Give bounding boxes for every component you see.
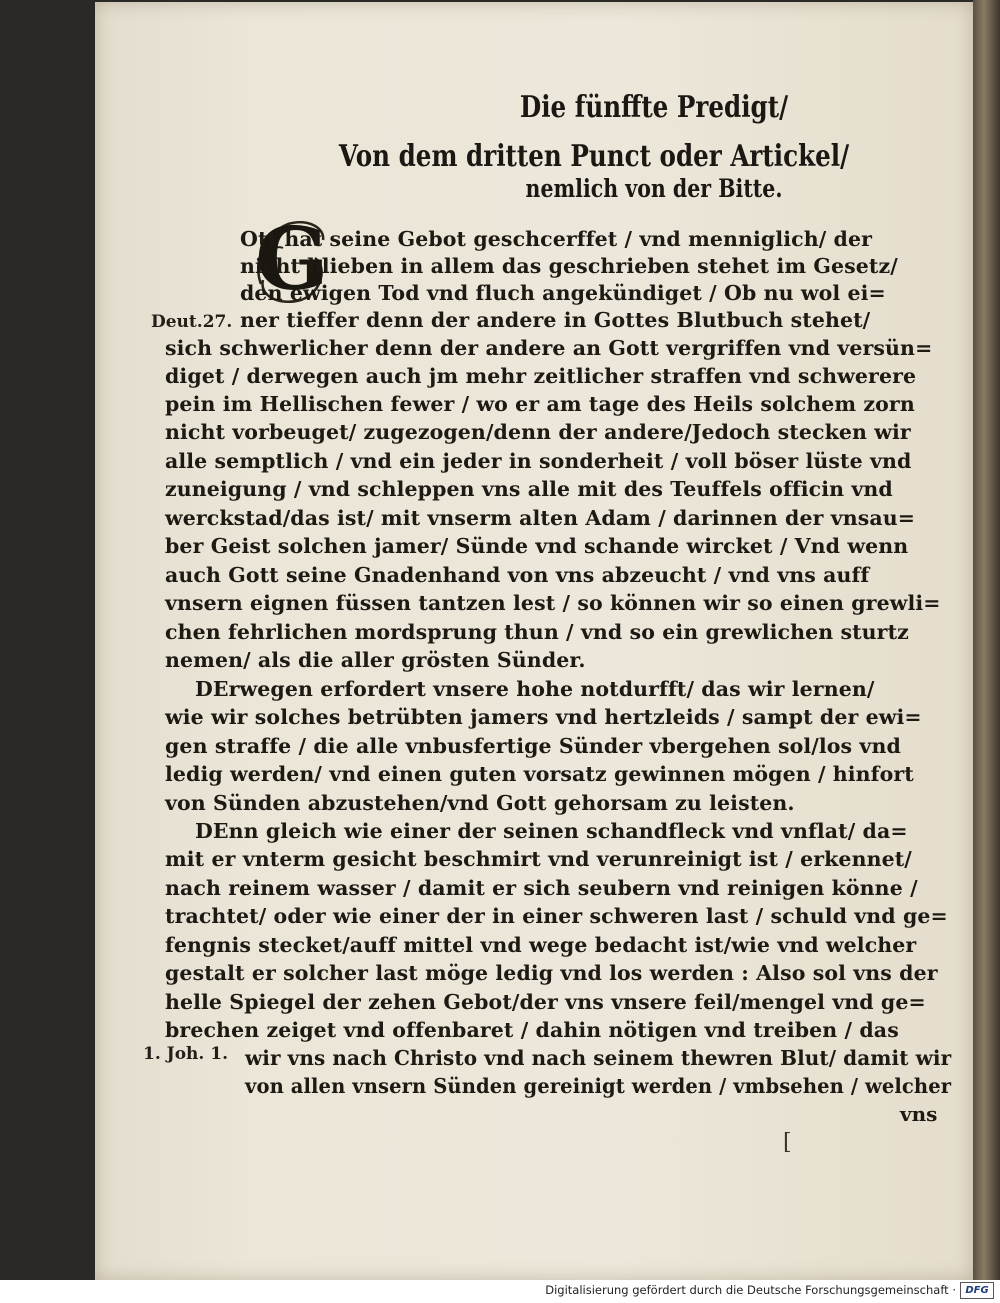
catchword: vns	[900, 1102, 938, 1126]
text-line: DErwegen erfordert vnsere hohe notdurfft/ das wir lernen/	[195, 677, 875, 701]
text-line: nicht vorbeuget/ zugezogen/denn der andere/Jedoch stecken wir	[165, 420, 911, 444]
text-line: helle Spiegel der zehen Gebot/der vns vnsere feil/mengel vnd ge=	[165, 990, 926, 1014]
text-line: Ott hat seine Gebot geschcerffet / vnd menniglich/ der	[240, 227, 873, 251]
text-line: nach reinem wasser / damit er sich seubern vnd reinigen könne /	[165, 876, 918, 900]
text-line: alle semptlich / vnd ein jeder in sonderheit / voll böser lüste vnd	[165, 449, 912, 473]
text-line: gestalt er solcher last möge ledig vnd los werden : Also sol vns der	[165, 961, 938, 985]
text-line: von allen vnsern Sünden gereinigt werden / vmbsehen / welcher	[245, 1074, 952, 1098]
text-line: ber Geist solchen jamer/ Sünde vnd schande wircket / Vnd wenn	[165, 534, 909, 558]
text-line: vnsern eignen füssen tantzen lest / so können wir so einen grewli=	[165, 591, 941, 615]
text-line: den ewigen Tod vnd fluch angekündiget / Ob nu wol ei=	[240, 281, 886, 305]
sermon-subtitle-line2: nemlich von der Bitte.	[525, 174, 783, 203]
sermon-subtitle: Von dem dritten Punct oder Artickel/	[338, 139, 850, 174]
text-line: DEnn gleich wie einer der seinen schandfleck vnd vnflat/ da=	[195, 819, 908, 843]
text-line: ner tieffer denn der andere in Gottes Blutbuch stehet/	[240, 308, 871, 332]
footer-bar	[0, 1280, 1000, 1303]
text-line: sich schwerlicher denn der andere an Gott vergriffen vnd versün=	[165, 336, 933, 360]
text-line: fengnis stecket/auff mittel vnd wege bedacht ist/wie vnd welcher	[165, 933, 917, 957]
text-line: ledig werden/ vnd einen guten vorsatz gewinnen mögen / hinfort	[165, 762, 914, 786]
text-line: nemen/ als die aller grösten Sünder.	[165, 648, 586, 672]
text-line: von Sünden abzustehen/vnd Gott gehorsam zu leisten.	[165, 791, 795, 815]
text-line: chen fehrlichen mordsprung thun / vnd so ein grewlichen sturtz	[165, 620, 909, 644]
margin-note-joh: 1. Joh. 1.	[143, 1044, 228, 1064]
margin-note-deut: Deut.27.	[151, 312, 233, 332]
drop-cap-letter: G	[255, 209, 329, 310]
text-line: gen straffe / die alle vnbusfertige Sünder vbergehen sol/los vnd	[165, 734, 901, 758]
text-line: wir vns nach Christo vnd nach seinem thewren Blut/ damit wir	[245, 1046, 952, 1070]
book-page	[95, 2, 973, 1280]
text-line: diget / derwegen auch jm mehr zeitlicher straffen vnd schwerere	[165, 364, 917, 388]
text-line: werckstad/das ist/ mit vnserm alten Adam / darinnen der vnsau=	[165, 506, 916, 530]
text-line: mit er vnterm gesicht beschmirt vnd verunreinigt ist / erkennet/	[165, 847, 912, 871]
text-line: auch Gott seine Gnadenhand von vns abzeucht / vnd vns auff	[165, 563, 870, 587]
text-line: pein im Hellischen fewer / wo er am tage des Heils solchem zorn	[165, 392, 915, 416]
text-line: wie wir solches betrübten jamers vnd hertzleids / sampt der ewi=	[165, 705, 922, 729]
dfg-logo: DFG	[960, 1282, 994, 1299]
text-line: zuneigung / vnd schleppen vns alle mit des Teuffels officin vnd	[165, 477, 893, 501]
text-line: brechen zeiget vnd offenbaret / dahin nötigen vnd treiben / das	[165, 1018, 899, 1042]
text-line: trachtet/ oder wie einer der in einer schweren last / schuld vnd ge=	[165, 904, 948, 928]
funding-credit: Digitalisierung gefördert durch die Deutsche Forschungsgemeinschaft ·	[545, 1283, 956, 1297]
book-binding-edge	[973, 0, 1000, 1280]
text-line: nicht blieben in allem das geschrieben stehet im Gesetz/	[240, 254, 898, 278]
sermon-title: Die fünffte Predigt/	[519, 90, 789, 125]
bracket-mark: [	[783, 1130, 792, 1155]
